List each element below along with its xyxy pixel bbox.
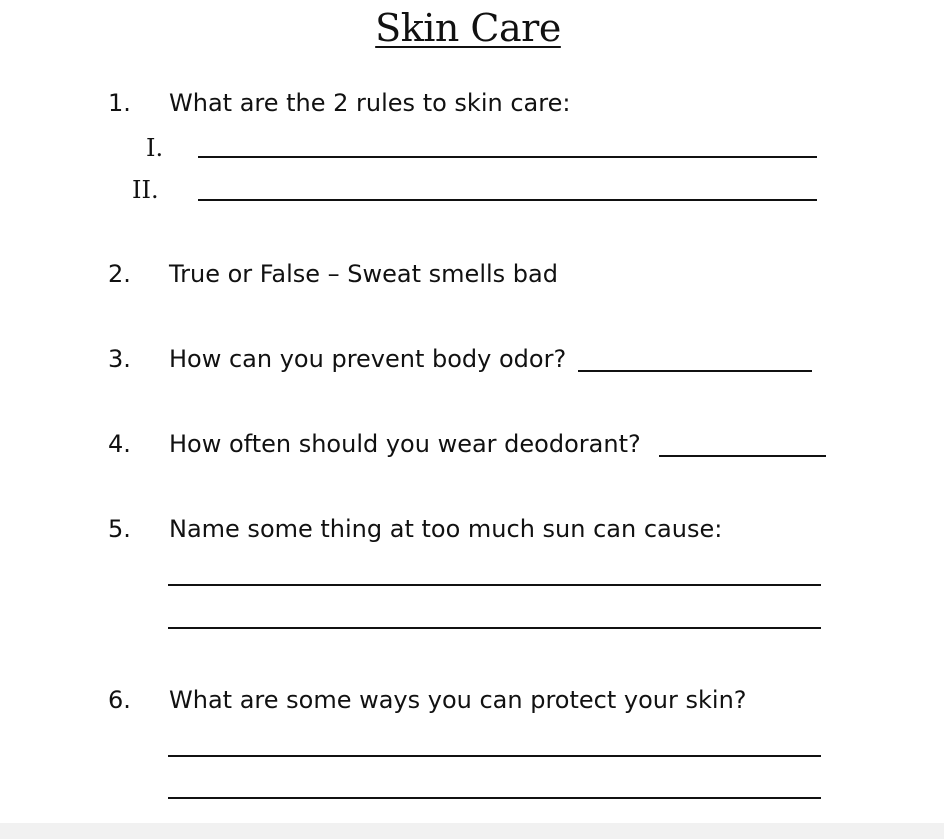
question-number: 3. (108, 345, 131, 373)
question-text: Name some thing at too much sun can cause: (169, 515, 723, 543)
answer-line-5b[interactable] (168, 627, 821, 629)
question-number: 5. (108, 515, 131, 543)
question-number: 1. (108, 89, 131, 117)
sub-item-label-i: I. (146, 134, 164, 162)
answer-line-1-ii[interactable] (198, 199, 817, 201)
title-text: Skin Care (375, 6, 561, 50)
answer-line-4[interactable] (659, 455, 826, 457)
answer-line-5a[interactable] (168, 584, 821, 586)
question-number: 6. (108, 686, 131, 714)
question-text: True or False – Sweat smells bad (169, 260, 558, 288)
answer-line-1-i[interactable] (198, 156, 817, 158)
answer-line-3[interactable] (578, 370, 812, 372)
answer-line-6b[interactable] (168, 797, 821, 799)
worksheet-title (0, 6, 936, 50)
question-number: 4. (108, 430, 131, 458)
page-bottom-margin (0, 823, 944, 839)
question-text: What are the 2 rules to skin care: (169, 89, 571, 117)
question-number: 2. (108, 260, 131, 288)
question-text: How can you prevent body odor? (169, 345, 567, 373)
question-text: What are some ways you can protect your skin? (169, 686, 747, 714)
question-text: How often should you wear deodorant? (169, 430, 641, 458)
answer-line-6a[interactable] (168, 755, 821, 757)
sub-item-label-ii: II. (132, 176, 159, 204)
